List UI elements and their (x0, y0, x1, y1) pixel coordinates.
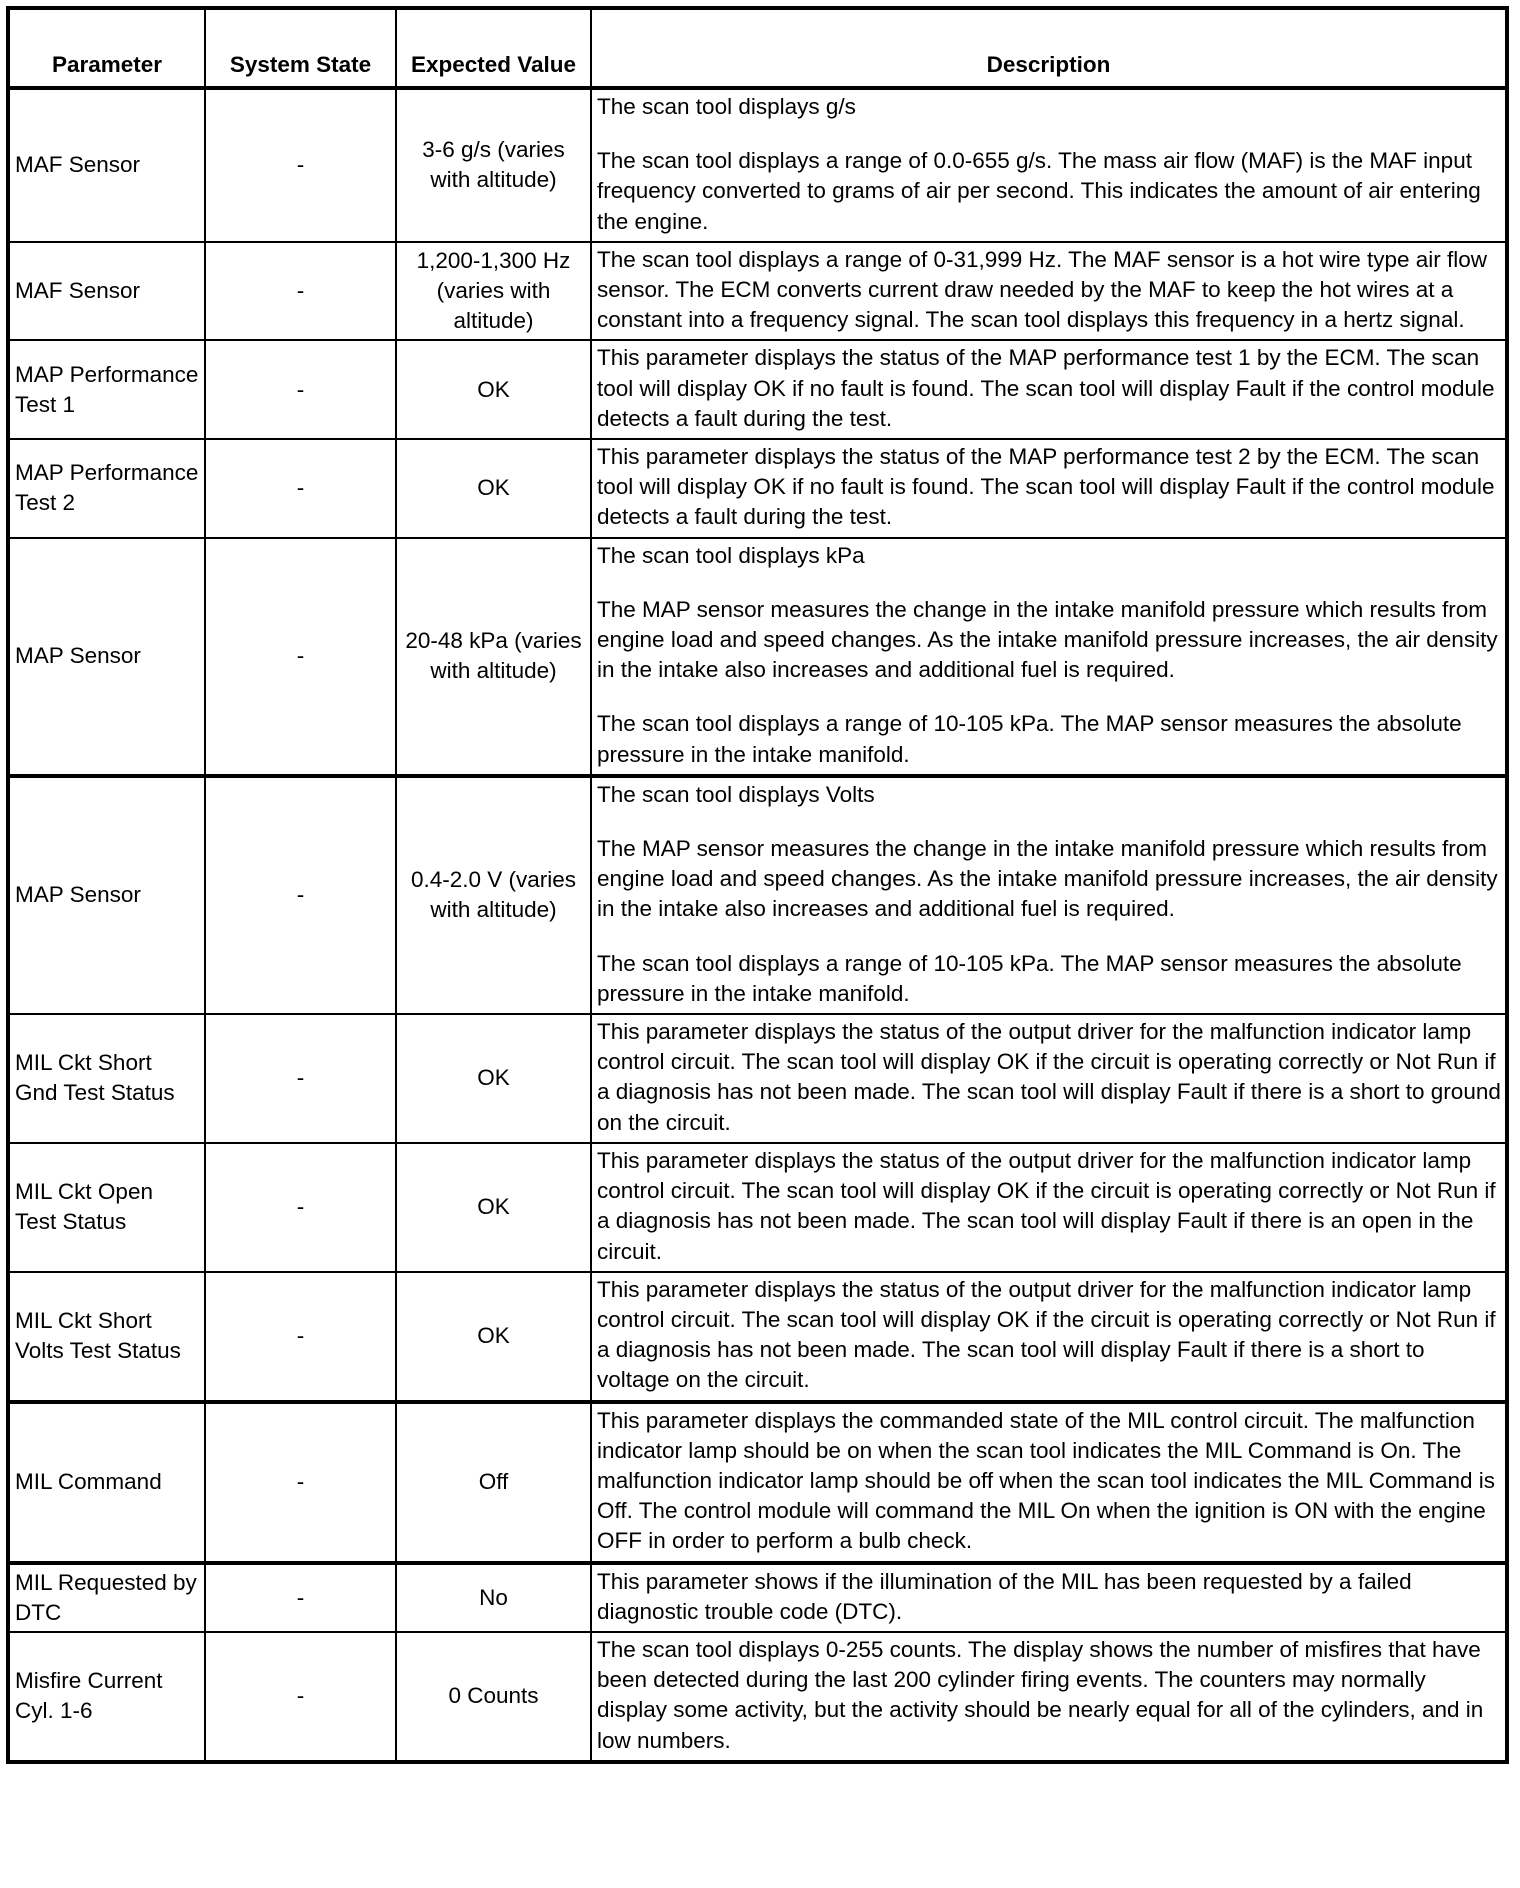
cell-system-state: - (205, 1014, 396, 1143)
table-row (8, 439, 1507, 538)
cell-system-state: - (205, 1563, 396, 1632)
cell-description (591, 538, 1507, 776)
cell-description (591, 1272, 1507, 1402)
header-description: Description (591, 8, 1507, 88)
description-paragraph: The scan tool displays a range of 10-105 kPa. The MAP sensor measures the absolute pressure in the intake manifold. (597, 950, 1462, 1006)
cell-expected-value: 20-48 kPa (varies with altitude) (396, 538, 591, 776)
table-row (8, 242, 1507, 341)
table-row (8, 1402, 1507, 1563)
cell-system-state: - (205, 538, 396, 776)
cell-expected-value: OK (396, 1014, 591, 1143)
description-paragraph: This parameter displays the commanded state of the MIL control circuit. The malfunction indicator lamp should be on when the scan tool indicates the MIL Command is On. The malfunction indicator lamp should be off when the scan tool indicates the MIL Command is Off. The control module will command the MIL On when the ignition is ON with the engine OFF in order to perform a bulb check. (597, 1407, 1495, 1554)
cell-parameter: MIL Command (8, 1402, 205, 1563)
cell-system-state: - (205, 776, 396, 1014)
cell-system-state: - (205, 1272, 396, 1402)
cell-expected-value: 1,200-1,300 Hz (varies with altitude) (396, 242, 591, 341)
header-system-state: System State (205, 8, 396, 88)
table-row (8, 1014, 1507, 1143)
description-paragraph: This parameter displays the status of the output driver for the malfunction indicator lamp control circuit. The scan tool will display OK if the circuit is operating correctly or Not Run if a diagnosis has not been made. The scan tool will display Fault if there is a short to ground on the circuit. (597, 1019, 1501, 1135)
table-row (8, 1632, 1507, 1762)
cell-system-state: - (205, 439, 396, 538)
cell-expected-value: OK (396, 439, 591, 538)
table-row (8, 1143, 1507, 1272)
header-expected-value: Expected Value (396, 8, 591, 88)
cell-system-state: - (205, 340, 396, 439)
description-paragraph: The scan tool displays 0-255 counts. The display shows the number of misfires that have been detected during the last 200 cylinder firing events. The counters may normally display some activity, but the activity should be nearly equal for all of the cylinders, and in low numbers. (597, 1636, 1484, 1753)
description-paragraph: This parameter displays the status of the output driver for the malfunction indicator lamp control circuit. The scan tool will display OK if the circuit is operating correctly or Not Run if a diagnosis has not been made. The scan tool will display Fault if there is an open in the circuit. (597, 1147, 1496, 1264)
cell-expected-value: 0 Counts (396, 1632, 591, 1762)
cell-parameter: MAP Sensor (8, 538, 205, 776)
description-paragraph: The scan tool displays a range of 10-105 kPa. The MAP sensor measures the absolute pressure in the intake manifold. (597, 711, 1462, 767)
table-row (8, 538, 1507, 776)
table-row (8, 340, 1507, 439)
cell-expected-value: Off (396, 1402, 591, 1563)
description-paragraph: The scan tool displays g/s (597, 94, 856, 119)
cell-description (591, 1014, 1507, 1143)
cell-expected-value: OK (396, 1272, 591, 1402)
cell-parameter: MAF Sensor (8, 242, 205, 341)
table-row (8, 1272, 1507, 1402)
description-paragraph: The scan tool displays Volts (597, 781, 875, 807)
header-row (8, 8, 1507, 88)
cell-description (591, 88, 1507, 242)
cell-parameter: MAP Sensor (8, 776, 205, 1014)
cell-description (591, 776, 1507, 1014)
description-paragraph: This parameter displays the status of the MAP performance test 1 by the ECM. The scan tool will display OK if no fault is found. The scan tool will display Fault if the control module detects a fault during the test. (597, 345, 1495, 431)
cell-description (591, 340, 1507, 439)
cell-parameter: Misfire Current Cyl. 1-6 (8, 1632, 205, 1762)
header-parameter: Parameter (8, 8, 205, 88)
description-paragraph: The scan tool displays a range of 0.0-655 g/s. The mass air flow (MAF) is the MAF input frequency converted to grams of air per second. This indicates the amount of air entering the engine. (597, 148, 1481, 234)
cell-system-state: - (205, 242, 396, 341)
cell-expected-value: 0.4-2.0 V (varies with altitude) (396, 776, 591, 1014)
cell-expected-value: OK (396, 1143, 591, 1272)
cell-parameter: MIL Ckt Open Test Status (8, 1143, 205, 1272)
parameter-table (6, 6, 1509, 1764)
cell-parameter: MAP Performance Test 1 (8, 340, 205, 439)
cell-system-state: - (205, 88, 396, 242)
cell-description (591, 242, 1507, 341)
description-paragraph: The MAP sensor measures the change in the intake manifold pressure which results from engine load and speed changes. As the intake manifold pressure increases, the air density in the intake also increases and additional fuel is required. (597, 836, 1498, 922)
cell-parameter: MAP Performance Test 2 (8, 439, 205, 538)
cell-expected-value: OK (396, 340, 591, 439)
description-paragraph: This parameter shows if the illumination of the MIL has been requested by a failed diagnostic trouble code (DTC). (597, 1568, 1412, 1624)
cell-expected-value: 3-6 g/s (varies with altitude) (396, 88, 591, 242)
cell-parameter: MIL Ckt Short Gnd Test Status (8, 1014, 205, 1143)
table-row (8, 776, 1507, 1014)
table-body (8, 88, 1507, 1762)
cell-system-state: - (205, 1402, 396, 1563)
cell-system-state: - (205, 1143, 396, 1272)
cell-description (591, 1563, 1507, 1632)
cell-system-state: - (205, 1632, 396, 1762)
description-paragraph: The MAP sensor measures the change in the intake manifold pressure which results from engine load and speed changes. As the intake manifold pressure increases, the air density in the intake also increases and additional fuel is required. (597, 596, 1498, 683)
table-row (8, 88, 1507, 242)
table-header (8, 8, 1507, 88)
cell-description (591, 439, 1507, 538)
cell-description (591, 1632, 1507, 1762)
cell-description (591, 1143, 1507, 1272)
description-paragraph: The scan tool displays a range of 0-31,999 Hz. The MAF sensor is a hot wire type air flow sensor. The ECM converts current draw needed by the MAF to keep the hot wires at a constant into a frequency signal. The scan tool displays this frequency in a hertz signal. (597, 246, 1488, 333)
cell-parameter: MIL Ckt Short Volts Test Status (8, 1272, 205, 1402)
description-paragraph: This parameter displays the status of the MAP performance test 2 by the ECM. The scan tool will display OK if no fault is found. The scan tool will display Fault if the control module detects a fault during the test. (597, 444, 1495, 530)
description-paragraph: This parameter displays the status of the output driver for the malfunction indicator lamp control circuit. The scan tool will display OK if the circuit is operating correctly or Not Run if a diagnosis has not been made. The scan tool will display Fault if there is a short to voltage on the circuit. (597, 1276, 1496, 1393)
cell-expected-value: No (396, 1563, 591, 1632)
table-row (8, 1563, 1507, 1632)
cell-parameter: MAF Sensor (8, 88, 205, 242)
cell-parameter: MIL Requested by DTC (8, 1563, 205, 1632)
description-paragraph: The scan tool displays kPa (597, 542, 865, 568)
cell-description (591, 1402, 1507, 1563)
